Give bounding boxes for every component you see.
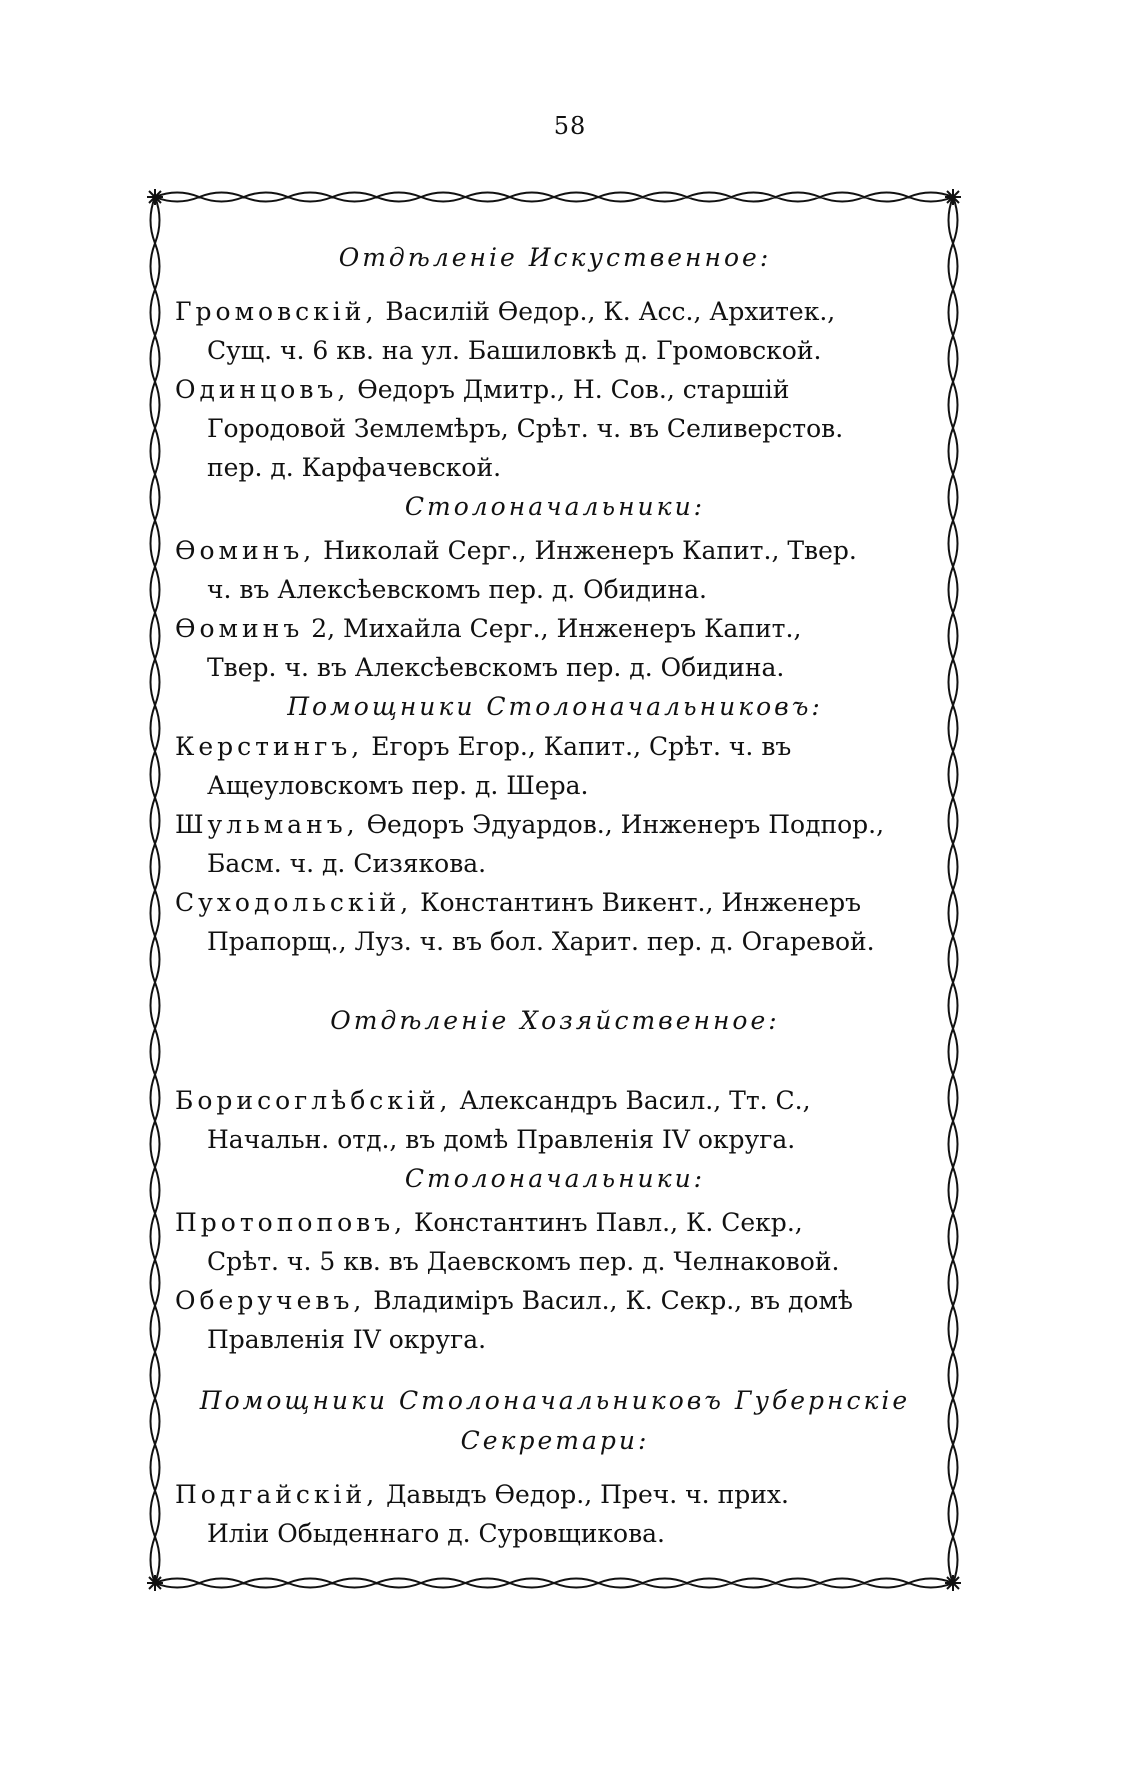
- page-content: [175, 238, 935, 1553]
- entry-kersting: [175, 727, 935, 805]
- subsection-heading-cont: Секретари:: [460, 1426, 650, 1455]
- entry-text: Начальн. отд., въ домѣ Правленія IV округа.: [207, 1125, 796, 1154]
- entry-text: Ащеуловскомъ пер. д. Шера.: [207, 771, 589, 800]
- entry-text: Константинъ Викент., Инженеръ: [420, 888, 861, 917]
- entry-text: Ѳедоръ Эдуардов., Инженеръ Подпор.,: [366, 810, 885, 839]
- entry-gromovsky: [175, 292, 935, 370]
- entry-name: Керстингъ,: [175, 732, 364, 761]
- entry-text: Твер. ч. въ Алексѣевскомъ пер. д. Обидина.: [207, 653, 785, 682]
- entry-text: Городовой Землемѣръ, Срѣт. ч. въ Селиверстов.: [207, 414, 844, 443]
- entry-text: Басм. ч. д. Сизякова.: [207, 849, 487, 878]
- entry-text: Правленія IV округа.: [207, 1325, 487, 1354]
- entry-name: Ѳоминъ,: [175, 536, 316, 565]
- entry-name: Борисоглѣбскій,: [175, 1086, 452, 1115]
- entry-text: Егоръ Егор., Капит., Срѣт. ч. въ: [371, 732, 792, 761]
- entry-text: Владиміръ Васил., К. Секр., въ домѣ: [373, 1286, 853, 1315]
- entry-name: Шульманъ,: [175, 810, 359, 839]
- entry-name: Оберучевъ,: [175, 1286, 366, 1315]
- entry-text: Иліи Обыденнаго д. Суровщикова.: [207, 1519, 666, 1548]
- entry-text: Давыдъ Ѳедор., Преч. ч. прих.: [386, 1480, 789, 1509]
- corner-star-icon: [945, 189, 961, 205]
- section-heading-iskustvennoe: Отдѣленіе Искуственное:: [338, 243, 772, 272]
- entry-odintsov: [175, 370, 935, 487]
- page-number: 58: [553, 112, 587, 140]
- entry-shulman: [175, 805, 935, 883]
- subsection-heading: Помощники Столоначальниковъ:: [287, 692, 823, 721]
- entry-name: Подгайскій,: [175, 1480, 379, 1509]
- entry-fomin-2: [175, 609, 935, 687]
- entry-protopopov: [175, 1203, 935, 1281]
- entry-name: Громовскій,: [175, 297, 378, 326]
- entry-text: 2, Михайла Серг., Инженеръ Капит.,: [311, 614, 802, 643]
- entry-sukhodolsky: [175, 883, 935, 961]
- entry-text: ч. въ Алексѣевскомъ пер. д. Обидина.: [207, 575, 707, 604]
- entry-text: Василій Ѳедор., К. Асс., Архитек.,: [385, 297, 836, 326]
- entry-text: Прапорщ., Луз. ч. въ бол. Харит. пер. д. Огаревой.: [207, 927, 875, 956]
- entry-text: Ѳедоръ Дмитр., Н. Сов., старшій: [357, 375, 790, 404]
- entry-text: Сущ. ч. 6 кв. на ул. Башиловкѣ д. Громовской.: [207, 336, 822, 365]
- entry-oberuchev: [175, 1281, 935, 1359]
- subsection-heading: Столоначальники:: [404, 492, 706, 521]
- entry-name: Протопоповъ,: [175, 1208, 407, 1237]
- entry-borisoglebsky: [175, 1081, 935, 1159]
- entry-text: Константинъ Павл., К. Секр.,: [414, 1208, 803, 1237]
- corner-star-icon: [147, 189, 163, 205]
- corner-star-icon: [147, 1575, 163, 1591]
- subsection-heading: Помощники Столоначальниковъ Губернскіе: [199, 1386, 911, 1415]
- entry-name: Ѳоминъ: [175, 614, 304, 643]
- entry-text: пер. д. Карфачевской.: [207, 453, 502, 482]
- entry-text: Александръ Васил., Тт. С.,: [459, 1086, 811, 1115]
- subsection-heading: Столоначальники:: [404, 1164, 706, 1193]
- entry-text: Срѣт. ч. 5 кв. въ Даевскомъ пер. д. Челнаковой.: [207, 1247, 840, 1276]
- entry-text: Николай Серг., Инженеръ Капит., Твер.: [323, 536, 857, 565]
- entry-fomin: [175, 531, 935, 609]
- corner-star-icon: [945, 1575, 961, 1591]
- entry-name: Одинцовъ,: [175, 375, 350, 404]
- section-heading-khozyaystvennoe: Отдѣленіе Хозяйственное:: [330, 1006, 780, 1035]
- entry-name: Суходольскій,: [175, 888, 413, 917]
- entry-podgaysky: [175, 1475, 935, 1553]
